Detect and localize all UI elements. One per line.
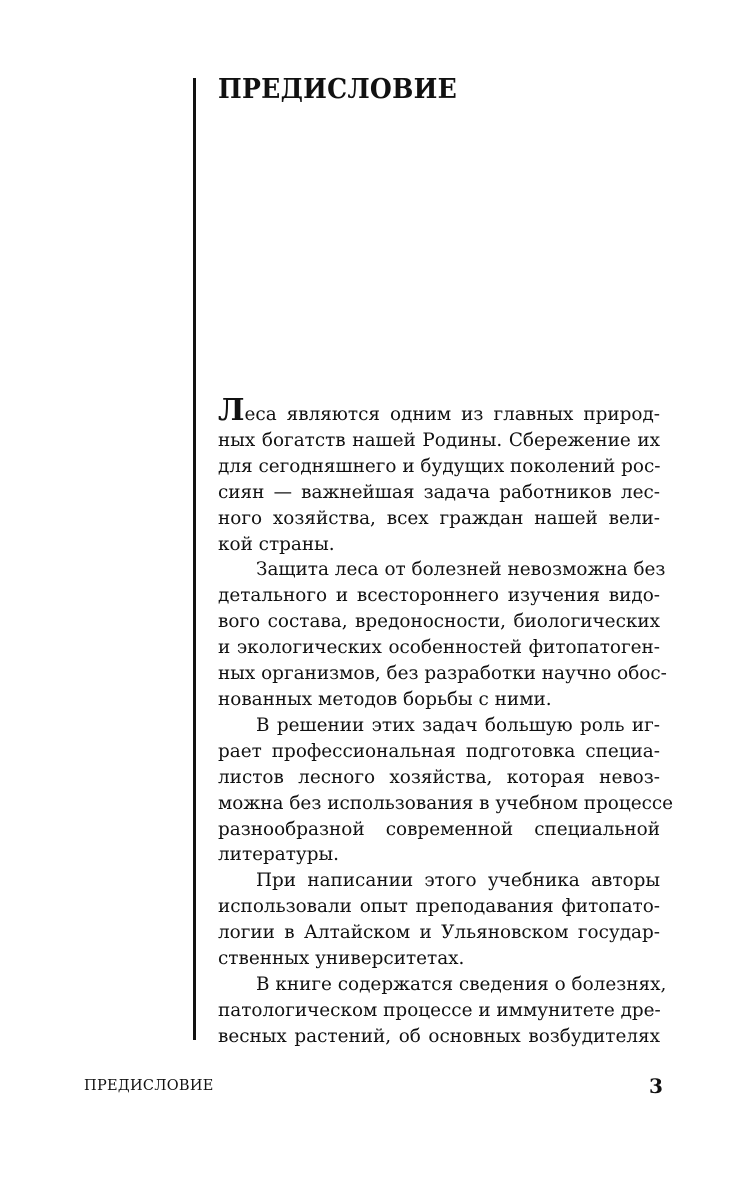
- text-line: рает профессиональная подготовка специа-: [218, 740, 660, 762]
- text-line: патологическом процессе и иммунитете дре-: [218, 999, 661, 1021]
- text-line: можна без использования в учебном процессе: [218, 792, 674, 814]
- text-line: логии в Алтайском и Ульяновском государ-: [218, 922, 660, 944]
- text-line: нованных методов борьбы с ними.: [218, 688, 552, 710]
- text-line: ного хозяйства, всех граждан нашей вели-: [218, 507, 660, 529]
- text-line: кой страны.: [218, 533, 335, 555]
- page-number: 3: [649, 1074, 663, 1098]
- text-line: детального и всестороннего изучения видо-: [218, 585, 660, 607]
- text-line: ных организмов, без разработки научно обос-: [218, 663, 667, 685]
- text-line: При написании этого учебника авторы: [256, 870, 660, 892]
- paragraph-4: [218, 868, 660, 972]
- page-title: ПРЕДИСЛОВИЕ: [218, 74, 458, 105]
- text-line: Защита леса от болезней невозможна без: [256, 559, 666, 581]
- text-line: разнообразной современной специальной: [218, 818, 660, 840]
- text-line: В книге содержатся сведения о болезнях,: [256, 973, 667, 995]
- paragraph-3: [218, 713, 674, 868]
- vertical-rule: [193, 78, 196, 1040]
- drop-cap: Л: [218, 393, 245, 428]
- text-line: сиян — важнейшая задача работников лес-: [218, 481, 660, 503]
- text-line: В решении этих задач большую роль иг-: [256, 714, 660, 736]
- text-line: листов лесного хозяйства, которая невоз-: [218, 766, 660, 788]
- text-line: ственных университетах.: [218, 948, 465, 970]
- text-line: использовали опыт преподавания фитопато-: [218, 896, 660, 918]
- text-line: и экологических особенностей фитопатоген-: [218, 637, 660, 659]
- running-footer-title: ПРЕДИСЛОВИЕ: [84, 1078, 214, 1094]
- paragraph-1: [218, 393, 661, 557]
- text-line: весных растений, об основных возбудителях: [218, 1025, 660, 1047]
- text-line: вого состава, вредоносности, биологических: [218, 611, 660, 633]
- body-text: [218, 393, 674, 1050]
- text-line: ных богатств нашей Родины. Сбережение их: [218, 429, 660, 451]
- text-line: литературы.: [218, 844, 339, 866]
- paragraph-5: [218, 972, 667, 1050]
- paragraph-2: [218, 557, 667, 712]
- text-line: Леса являются одним из главных природ-: [218, 393, 660, 428]
- text-line: для сегодняшнего и будущих поколений рос-: [218, 455, 661, 477]
